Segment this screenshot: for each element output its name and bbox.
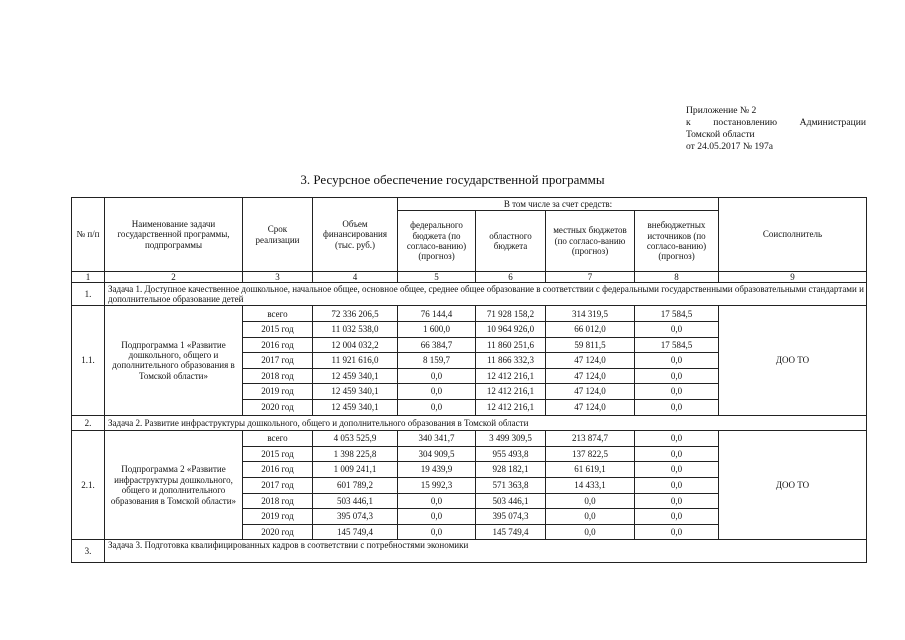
header-num: № п/п bbox=[72, 198, 105, 272]
column-number: 7 bbox=[546, 272, 635, 283]
period-cell: всего bbox=[243, 306, 313, 322]
extrabudget-cell: 0,0 bbox=[635, 431, 719, 447]
column-number: 1 bbox=[72, 272, 105, 283]
regional-cell: 955 493,8 bbox=[476, 446, 546, 462]
period-cell: 2017 год bbox=[243, 353, 313, 369]
extrabudget-cell: 0,0 bbox=[635, 493, 719, 509]
task-text: Задача 2. Развитие инфраструктуры дошкольного, общего и дополнительного образования в Томской области bbox=[105, 415, 867, 431]
task-text: Задача 3. Подготовка квалифицированных кадров в соответствии с потребностями экономики bbox=[105, 540, 867, 563]
subprogram-number: 1.1. bbox=[72, 306, 105, 415]
volume-cell: 503 446,1 bbox=[313, 493, 398, 509]
local-cell: 314 319,5 bbox=[546, 306, 635, 322]
regional-cell: 12 412 216,1 bbox=[476, 399, 546, 415]
header-extrabudget: внебюджетных источников (по согласо-ванию) (прогноз) bbox=[635, 211, 719, 272]
extrabudget-cell: 17 584,5 bbox=[635, 337, 719, 353]
volume-cell: 601 789,2 bbox=[313, 477, 398, 493]
regional-cell: 3 499 309,5 bbox=[476, 431, 546, 447]
federal-cell: 0,0 bbox=[398, 524, 476, 540]
extrabudget-cell: 0,0 bbox=[635, 477, 719, 493]
volume-cell: 12 004 032,2 bbox=[313, 337, 398, 353]
regional-cell: 145 749,4 bbox=[476, 524, 546, 540]
volume-cell: 12 459 340,1 bbox=[313, 368, 398, 384]
header-regional: областного бюджета bbox=[476, 211, 546, 272]
period-cell: 2017 год bbox=[243, 477, 313, 493]
regional-cell: 11 860 251,6 bbox=[476, 337, 546, 353]
extrabudget-cell: 0,0 bbox=[635, 524, 719, 540]
local-cell: 213 874,7 bbox=[546, 431, 635, 447]
local-cell: 47 124,0 bbox=[546, 368, 635, 384]
column-number: 3 bbox=[243, 272, 313, 283]
column-number: 5 bbox=[398, 272, 476, 283]
period-cell: 2018 год bbox=[243, 368, 313, 384]
task-number: 2. bbox=[72, 415, 105, 431]
federal-cell: 304 909,5 bbox=[398, 446, 476, 462]
extrabudget-cell: 0,0 bbox=[635, 446, 719, 462]
volume-cell: 11 921 616,0 bbox=[313, 353, 398, 369]
federal-cell: 1 600,0 bbox=[398, 322, 476, 338]
table-row bbox=[72, 306, 867, 322]
local-cell: 47 124,0 bbox=[546, 399, 635, 415]
volume-cell: 11 032 538,0 bbox=[313, 322, 398, 338]
regional-cell: 503 446,1 bbox=[476, 493, 546, 509]
volume-cell: 395 074,3 bbox=[313, 509, 398, 525]
header-row-1 bbox=[72, 198, 867, 211]
task-row-3 bbox=[72, 540, 867, 563]
federal-cell: 19 439,9 bbox=[398, 462, 476, 478]
document-title: 3. Ресурсное обеспечение государственной программы bbox=[300, 172, 605, 187]
federal-cell: 8 159,7 bbox=[398, 353, 476, 369]
appendix-line-4: от 24.05.2017 № 197а bbox=[686, 141, 774, 152]
period-cell: всего bbox=[243, 431, 313, 447]
subprogram-name: Подпрограмма 1 «Развитие дошкольного, общего и дополнительного образования в Томской области» bbox=[105, 306, 243, 415]
extrabudget-cell: 0,0 bbox=[635, 509, 719, 525]
table-body bbox=[72, 198, 867, 563]
extrabudget-cell: 17 584,5 bbox=[635, 306, 719, 322]
local-cell: 59 811,5 bbox=[546, 337, 635, 353]
appendix-line-2-left: к bbox=[686, 117, 691, 128]
regional-cell: 928 182,1 bbox=[476, 462, 546, 478]
federal-cell: 0,0 bbox=[398, 399, 476, 415]
executor-cell: ДОО ТО bbox=[719, 431, 867, 540]
header-group: В том числе за счет средств: bbox=[398, 198, 719, 211]
extrabudget-cell: 0,0 bbox=[635, 353, 719, 369]
period-cell: 2019 год bbox=[243, 384, 313, 400]
task-text: Задача 1. Доступное качественное дошкольное, начальное общее, основное общее, среднее общее образование в соответствии с федеральными государственными образовательными стандартами и дополнительное образование детей bbox=[105, 283, 867, 306]
federal-cell: 0,0 bbox=[398, 384, 476, 400]
volume-cell: 12 459 340,1 bbox=[313, 384, 398, 400]
resource-table bbox=[71, 197, 867, 563]
regional-cell: 395 074,3 bbox=[476, 509, 546, 525]
regional-cell: 571 363,8 bbox=[476, 477, 546, 493]
volume-cell: 4 053 525,9 bbox=[313, 431, 398, 447]
local-cell: 0,0 bbox=[546, 493, 635, 509]
volume-cell: 12 459 340,1 bbox=[313, 399, 398, 415]
period-cell: 2016 год bbox=[243, 462, 313, 478]
federal-cell: 76 144,4 bbox=[398, 306, 476, 322]
task-row-1 bbox=[72, 283, 867, 306]
executor-cell: ДОО ТО bbox=[719, 306, 867, 415]
appendix-line-2-right: Администрации bbox=[799, 117, 866, 128]
subprogram-number: 2.1. bbox=[72, 431, 105, 540]
extrabudget-cell: 0,0 bbox=[635, 399, 719, 415]
column-number: 4 bbox=[313, 272, 398, 283]
appendix-header bbox=[686, 105, 866, 153]
table-row bbox=[72, 431, 867, 447]
column-number: 9 bbox=[719, 272, 867, 283]
header-federal: федерального бюджета (по согласо-ванию) (прогноз) bbox=[398, 211, 476, 272]
header-name: Наименование задачи государственной программы, подпрограммы bbox=[105, 198, 243, 272]
period-cell: 2020 год bbox=[243, 524, 313, 540]
header-executor: Соисполнитель bbox=[719, 198, 867, 272]
local-cell: 0,0 bbox=[546, 509, 635, 525]
regional-cell: 11 866 332,3 bbox=[476, 353, 546, 369]
regional-cell: 12 412 216,1 bbox=[476, 384, 546, 400]
local-cell: 14 433,1 bbox=[546, 477, 635, 493]
federal-cell: 0,0 bbox=[398, 493, 476, 509]
period-cell: 2015 год bbox=[243, 446, 313, 462]
local-cell: 61 619,1 bbox=[546, 462, 635, 478]
regional-cell: 12 412 216,1 bbox=[476, 368, 546, 384]
local-cell: 66 012,0 bbox=[546, 322, 635, 338]
task-row-2 bbox=[72, 415, 867, 431]
federal-cell: 0,0 bbox=[398, 509, 476, 525]
appendix-line-1: Приложение № 2 bbox=[686, 105, 757, 116]
regional-cell: 10 964 926,0 bbox=[476, 322, 546, 338]
volume-cell: 1 398 225,8 bbox=[313, 446, 398, 462]
federal-cell: 66 384,7 bbox=[398, 337, 476, 353]
period-cell: 2020 год bbox=[243, 399, 313, 415]
period-cell: 2016 год bbox=[243, 337, 313, 353]
period-cell: 2018 год bbox=[243, 493, 313, 509]
volume-cell: 72 336 206,5 bbox=[313, 306, 398, 322]
period-cell: 2019 год bbox=[243, 509, 313, 525]
local-cell: 47 124,0 bbox=[546, 384, 635, 400]
federal-cell: 0,0 bbox=[398, 368, 476, 384]
task-number: 1. bbox=[72, 283, 105, 306]
extrabudget-cell: 0,0 bbox=[635, 322, 719, 338]
column-number: 2 bbox=[105, 272, 243, 283]
local-cell: 0,0 bbox=[546, 524, 635, 540]
appendix-line-3: Томской области bbox=[686, 129, 755, 140]
extrabudget-cell: 0,0 bbox=[635, 368, 719, 384]
header-period: Срок реализации bbox=[243, 198, 313, 272]
federal-cell: 15 992,3 bbox=[398, 477, 476, 493]
extrabudget-cell: 0,0 bbox=[635, 462, 719, 478]
header-volume: Объем финансирования (тыс. руб.) bbox=[313, 198, 398, 272]
federal-cell: 340 341,7 bbox=[398, 431, 476, 447]
subprogram-name: Подпрограмма 2 «Развитие инфраструктуры дошкольного, общего и дополнительного образования в Томской области» bbox=[105, 431, 243, 540]
appendix-line-2-mid: постановлению bbox=[713, 117, 778, 128]
appendix-line-2 bbox=[686, 117, 866, 129]
extrabudget-cell: 0,0 bbox=[635, 384, 719, 400]
column-number: 6 bbox=[476, 272, 546, 283]
column-numbers-row bbox=[72, 272, 867, 283]
local-cell: 47 124,0 bbox=[546, 353, 635, 369]
volume-cell: 1 009 241,1 bbox=[313, 462, 398, 478]
local-cell: 137 822,5 bbox=[546, 446, 635, 462]
regional-cell: 71 928 158,2 bbox=[476, 306, 546, 322]
column-number: 8 bbox=[635, 272, 719, 283]
period-cell: 2015 год bbox=[243, 322, 313, 338]
volume-cell: 145 749,4 bbox=[313, 524, 398, 540]
header-local: местных бюджетов (по согласо-ванию (прогноз) bbox=[546, 211, 635, 272]
task-number: 3. bbox=[72, 540, 105, 563]
